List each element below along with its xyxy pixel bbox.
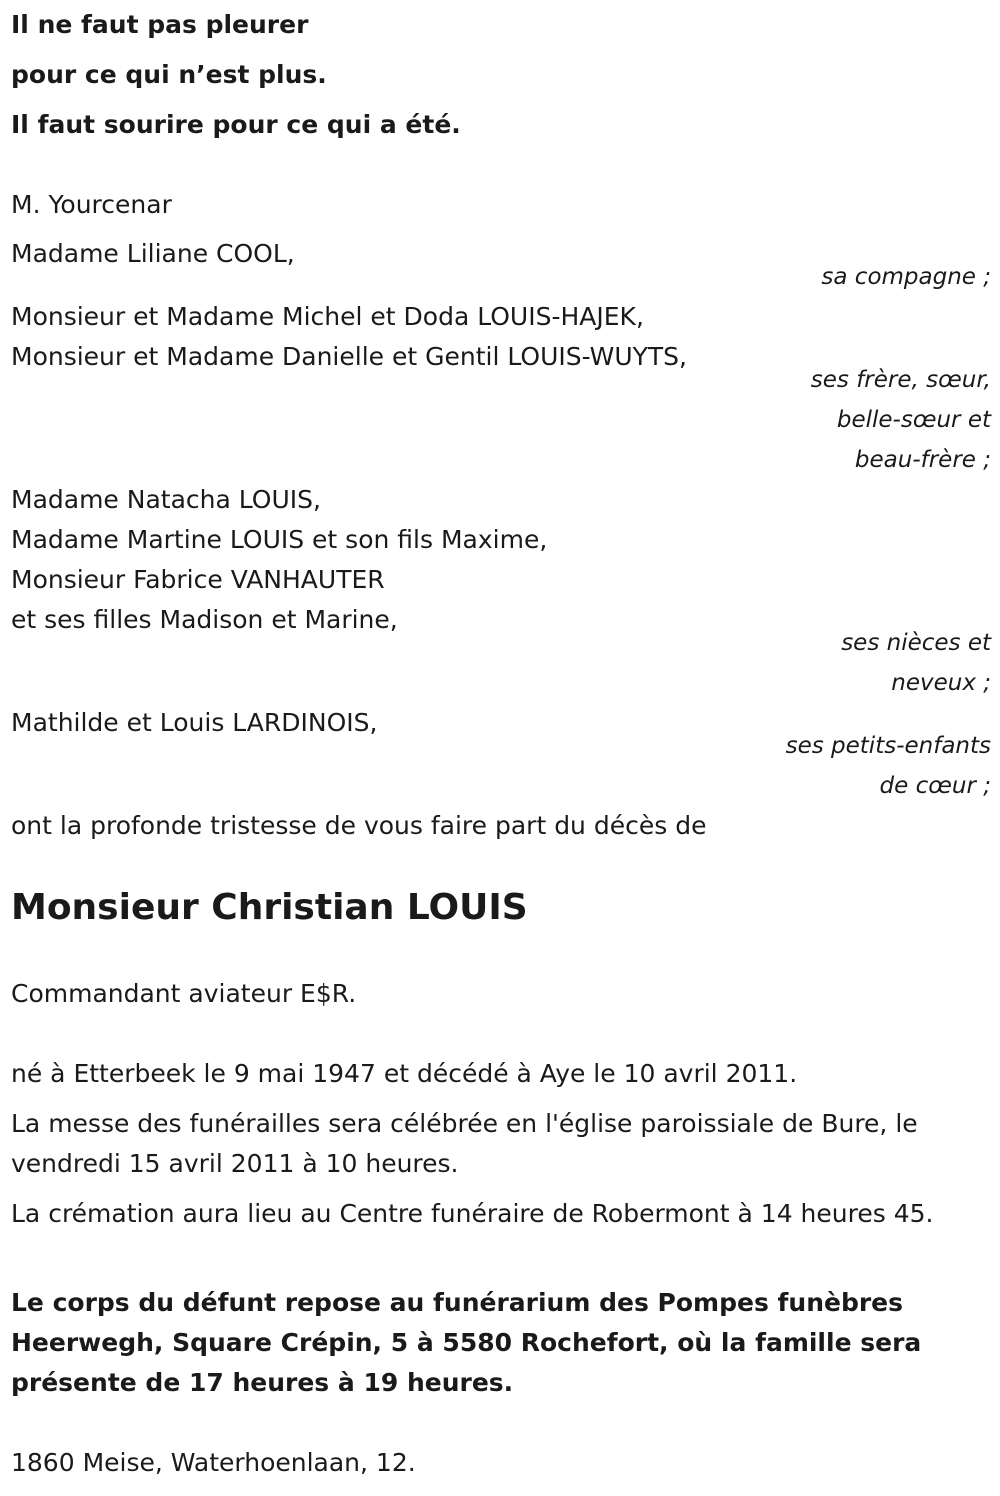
mourner-name: Madame Martine LOUIS et son fils Maxime, bbox=[11, 525, 548, 554]
quote-line-2: pour ce qui n’est plus. bbox=[11, 60, 327, 89]
announcement: ont la profonde tristesse de vous faire part du décès de bbox=[11, 811, 707, 840]
relation-label: sa compagne ; bbox=[821, 264, 991, 290]
birth-death-info: né à Etterbeek le 9 mai 1947 et décédé à Aye le 10 avril 2011. bbox=[11, 1059, 798, 1088]
relation-label: ses frère, sœur, bbox=[810, 367, 991, 393]
address: 1860 Meise, Waterhoenlaan, 12. bbox=[11, 1448, 416, 1477]
mourner-name: Mathilde et Louis LARDINOIS, bbox=[11, 708, 378, 737]
cremation-info: La crémation aura lieu au Centre funéraire de Robermont à 14 heures 45. bbox=[11, 1199, 934, 1228]
funeral-mass-info: La messe des funérailles sera célébrée en l'église paroissiale de Bure, le vendredi 15 avril 2011 à 10 heures. bbox=[11, 1109, 918, 1178]
mourner-name: et ses filles Madison et Marine, bbox=[11, 605, 398, 634]
mourner-name: Madame Liliane COOL, bbox=[11, 239, 295, 268]
relation-label: belle-sœur et bbox=[836, 407, 991, 433]
mourner-name: Monsieur et Madame Danielle et Gentil LOUIS-WUYTS, bbox=[11, 342, 687, 371]
relation-label: beau-frère ; bbox=[854, 447, 991, 473]
quote-line-1: Il ne faut pas pleurer bbox=[11, 10, 309, 39]
deceased-name: Monsieur Christian LOUIS bbox=[11, 887, 528, 928]
deceased-rank: Commandant aviateur E$R. bbox=[11, 979, 357, 1008]
quote-author: M. Yourcenar bbox=[11, 190, 172, 219]
mourner-name: Monsieur Fabrice VANHAUTER bbox=[11, 565, 385, 594]
mourner-name: Madame Natacha LOUIS, bbox=[11, 485, 321, 514]
relation-label: neveux ; bbox=[891, 670, 991, 696]
relation-label: de cœur ; bbox=[879, 773, 991, 799]
quote-line-3: Il faut sourire pour ce qui a été. bbox=[11, 110, 461, 139]
mourner-name: Monsieur et Madame Michel et Doda LOUIS-HAJEK, bbox=[11, 302, 644, 331]
viewing-info: Le corps du défunt repose au funérarium des Pompes funèbres Heerwegh, Square Crépin, 5 à 5580 Rochefort, où la famille sera présente de 17 heures à 19 heures. bbox=[11, 1288, 922, 1397]
relation-label: ses nièces et bbox=[841, 630, 991, 656]
relation-label: ses petits-enfants bbox=[785, 733, 991, 759]
